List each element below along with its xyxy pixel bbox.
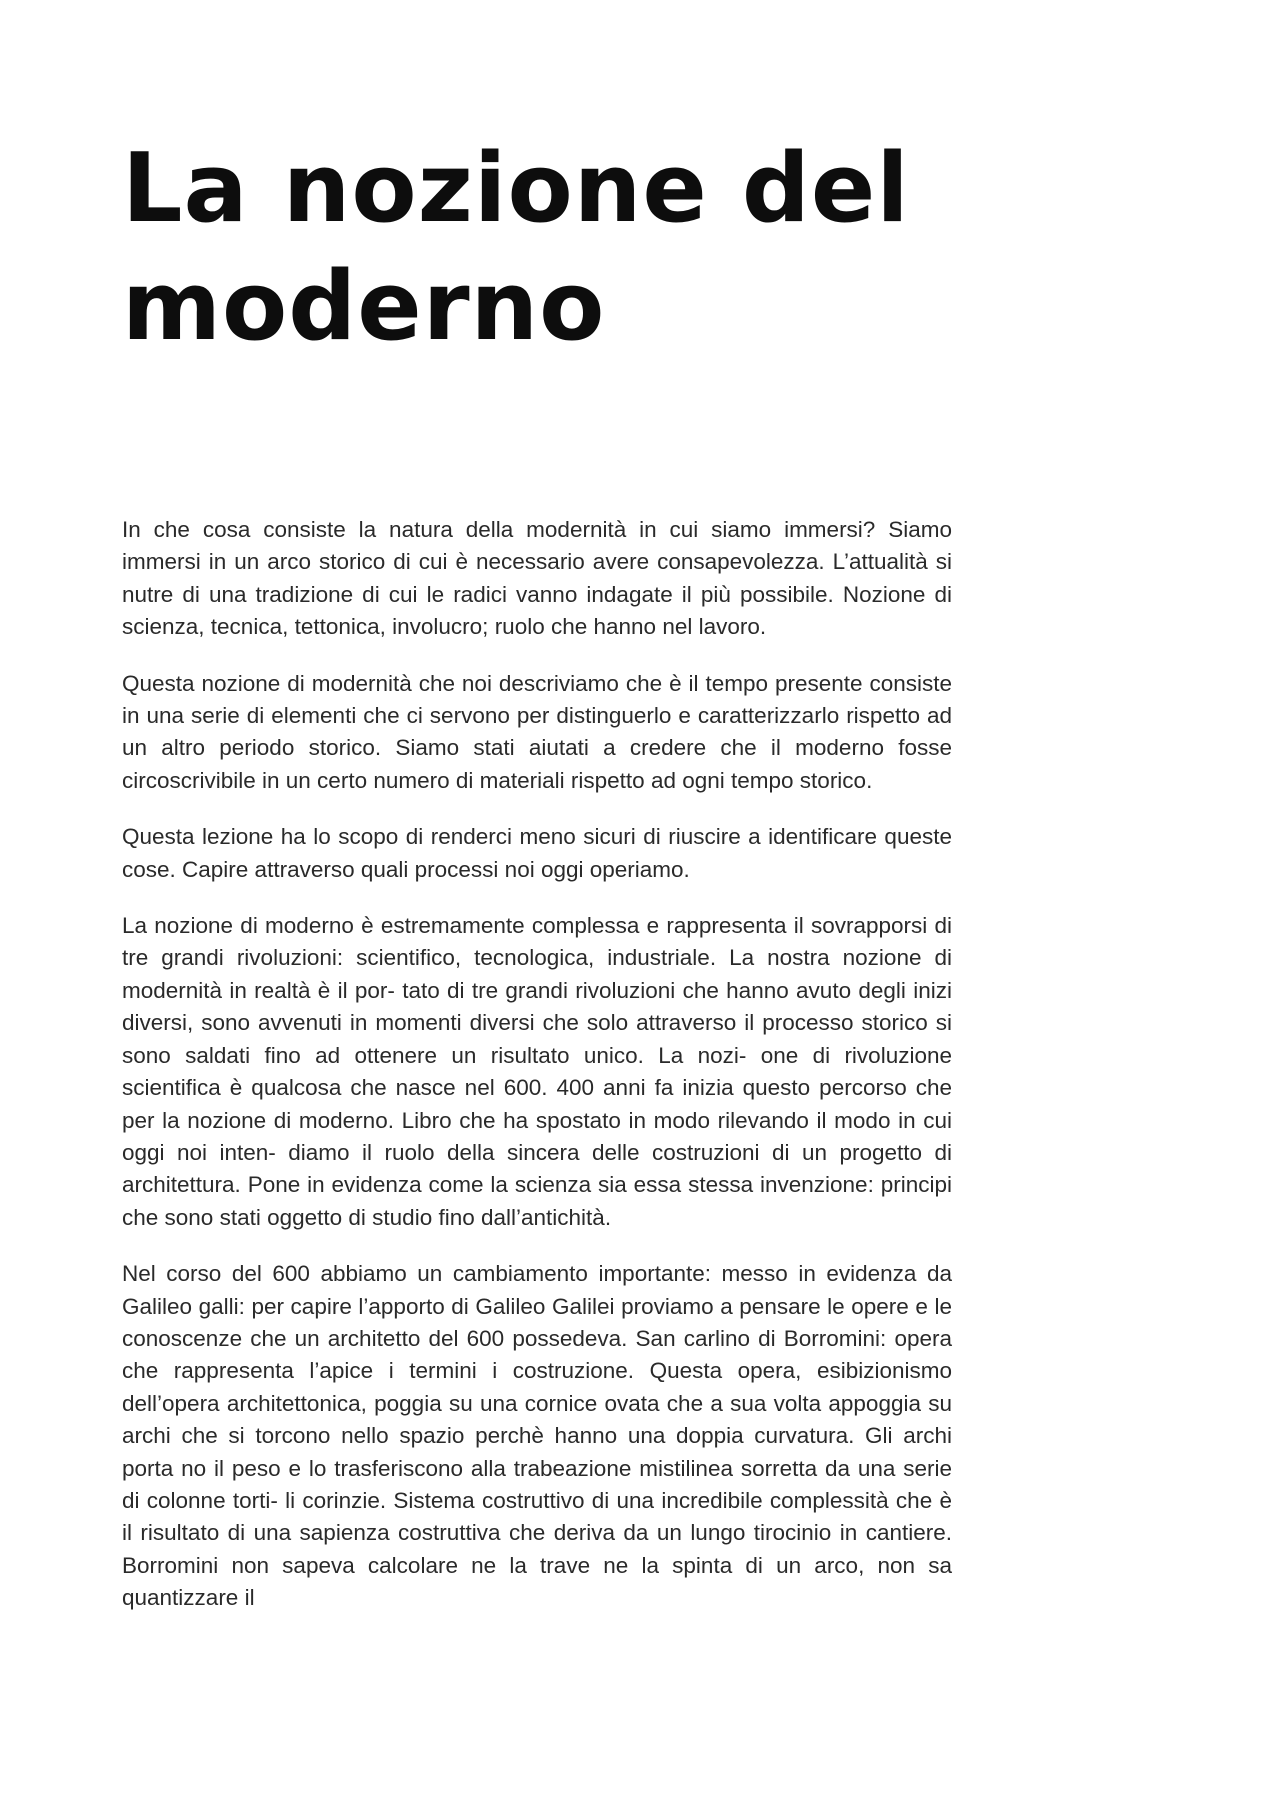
page-title: La nozione del moderno (122, 134, 910, 362)
paragraph-3: Questa lezione ha lo scopo di renderci meno sicuri di riuscire a identificare queste cose. Capire attraverso quali processi noi oggi operiamo. (122, 824, 952, 882)
paragraph-1: In che cosa consiste la natura della modernità in cui siamo immersi? Siamo immersi in un arco storico di cui è necessario avere consapevolezza. L’attualità si nutre di una tradizione di cui le radici vanno indagate il più possibile. Nozione di scienza, tecnica, tettonica, involucro; ruolo che hanno nel lavoro. (122, 517, 952, 640)
paragraph-2: Questa nozione di modernità che noi descriviamo che è il tempo presente consiste in una serie di elementi che ci servono per distinguerlo e caratterizzarlo rispetto ad un altro periodo storico. Siamo stati aiutati a credere che il moderno fosse circoscrivibile in un certo numero di materiali rispetto ad ogni tempo storico. (122, 670, 952, 793)
paragraph-5: Nel corso del 600 abbiamo un cambiamento importante: messo in evidenza da Galileo galli: per capire l’apporto di Galileo Galilei proviamo a pensare le opere e le conoscenze che un architetto del 600 possedeva. San carlino di Borromini: opera che rappresenta l’apice i termini i costruzione. Questa opera, esibizionismo dell’opera architettonica, poggia su una cornice ovata che a sua volta appoggia su archi che si torcono nello spazio perchè hanno una doppia curvatura. Gli archi porta no il peso e lo trasferiscono alla trabeazione mistilinea sorretta da una serie di colonne torti- li corinzie. Sistema costruttivo di una incredibile complessità che è il risultato di una sapienza costruttiva che deriva da un lungo tirocinio in cantiere. Borromini non sapeva calcolare ne la trave ne la spinta di un arco, non sa quantizzare il (122, 1261, 952, 1611)
paragraph-4: La nozione di moderno è estremamente complessa e rappresenta il sovrapporsi di tre grandi rivoluzioni: scientifico, tecnologica, industriale. La nostra nozione di modernità in realtà è il por- tato di tre grandi rivoluzioni che hanno avuto degli inizi diversi, sono avvenuti in momenti diversi che solo attraverso il processo storico si sono saldati fino ad ottenere un risultato unico. La nozi- one di rivoluzione scientifica è qualcosa che nasce nel 600. 400 anni fa inizia questo percorso che per la nozione di moderno. Libro che ha spostato in modo rilevando il modo in cui oggi noi inten- diamo il ruolo della sincera delle costruzioni di un progetto di architettura. Pone in evidenza come la scienza sia essa stessa invenzione: principi che sono stati oggetto di studio fino dall’antichità. (122, 913, 952, 1230)
document-body (122, 514, 952, 1639)
